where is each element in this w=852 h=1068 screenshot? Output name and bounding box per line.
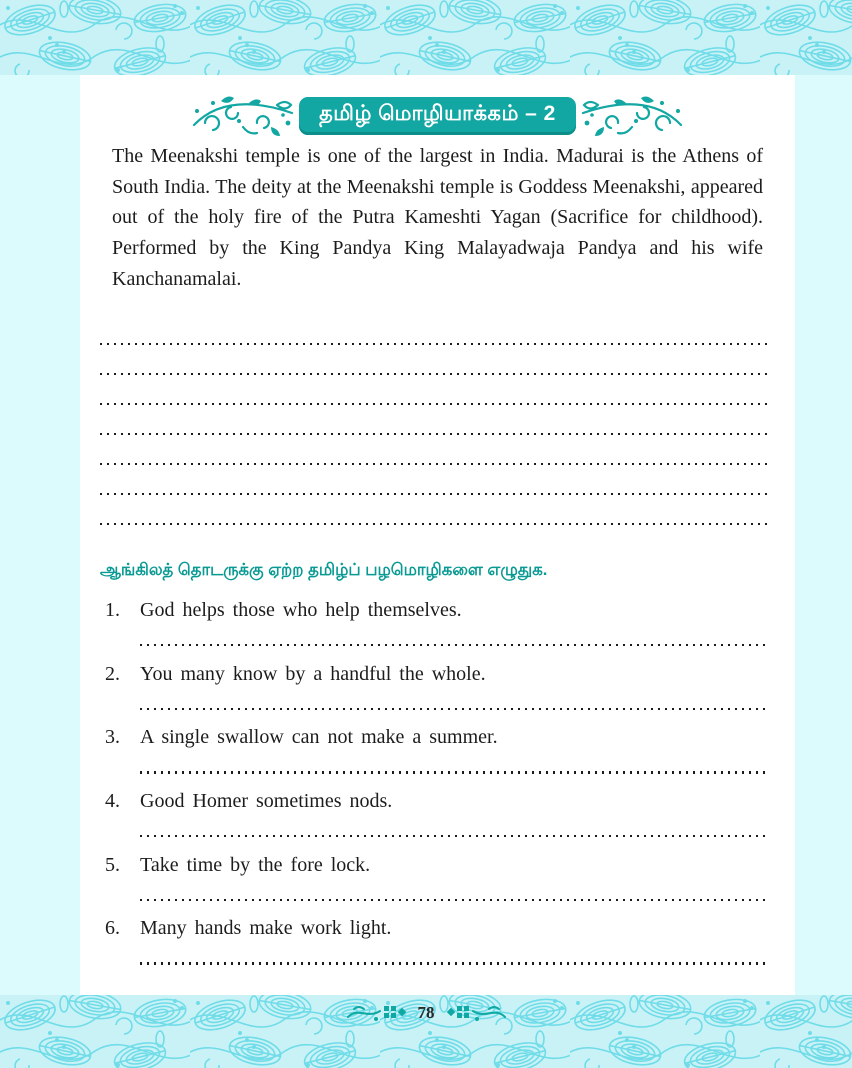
- proverb-number: 4.: [105, 790, 120, 813]
- proverb-text: Good Homer sometimes nods.: [140, 790, 393, 813]
- proverb-item: [105, 854, 770, 918]
- top-border-pattern: [0, 0, 852, 75]
- proverb-text: You many know by a handful the whole.: [140, 662, 486, 685]
- passage-paragraph: The Meenakshi temple is one of the largest in India. Madurai is the Athens of South India. The deity at the Meenakshi temple is Goddess Meenakshi, appeared out of the holy fire of the Putra Kameshti Yagan (Sacrifice for childhood). Performed by the King Pandya King Malayadwaja Pandya and his wife Kanchanamalai.: [112, 145, 763, 290]
- proverb-item: [105, 790, 770, 854]
- proverb-item: [105, 599, 770, 663]
- footer-ornament-left-icon: [346, 1003, 408, 1023]
- proverb-writing-line: [140, 962, 770, 964]
- proverb-text: A single swallow can not make a summer.: [140, 726, 498, 749]
- proverb-writing-line: [140, 899, 770, 901]
- proverb-number: 5.: [105, 853, 120, 876]
- page-footer: [0, 1000, 852, 1026]
- writing-line: [100, 343, 772, 345]
- proverb-item: [105, 663, 770, 727]
- proverb-text: Take time by the fore lock.: [140, 853, 371, 876]
- proverb-item: [105, 726, 770, 790]
- writing-line: [100, 403, 772, 405]
- proverb-list: [105, 599, 770, 981]
- proverb-number: 3.: [105, 726, 120, 749]
- header: [80, 91, 795, 141]
- page-number: 78: [417, 1003, 435, 1022]
- proverb-item: [105, 917, 770, 981]
- banner-title: தமிழ் மொழியாக்கம் – 2: [299, 97, 576, 135]
- proverb-writing-line: [140, 835, 770, 837]
- proverb-number: 1.: [105, 599, 120, 621]
- footer-ornament-right-icon: [445, 1003, 507, 1023]
- worksheet-page: [80, 75, 795, 995]
- right-flourish-icon: [580, 93, 684, 139]
- proverb-number: 6.: [105, 917, 120, 940]
- proverb-text: God helps those who help themselves.: [140, 599, 462, 621]
- writing-line: [100, 523, 772, 525]
- tamil-instruction: ஆங்கிலத் தொடருக்கு ஏற்ற தமிழ்ப் பழமொழிகளை எழுதுக.: [100, 561, 548, 579]
- proverb-text: Many hands make work light.: [140, 917, 392, 940]
- writing-line: [100, 463, 772, 465]
- left-flourish-icon: [191, 93, 295, 139]
- writing-line: [100, 493, 772, 495]
- writing-line: [100, 373, 772, 375]
- writing-line: [100, 433, 772, 435]
- proverb-number: 2.: [105, 662, 120, 685]
- proverb-writing-line: [140, 771, 770, 773]
- proverb-writing-line: [140, 644, 770, 646]
- proverb-writing-line: [140, 708, 770, 710]
- answer-lines-block: [100, 343, 772, 525]
